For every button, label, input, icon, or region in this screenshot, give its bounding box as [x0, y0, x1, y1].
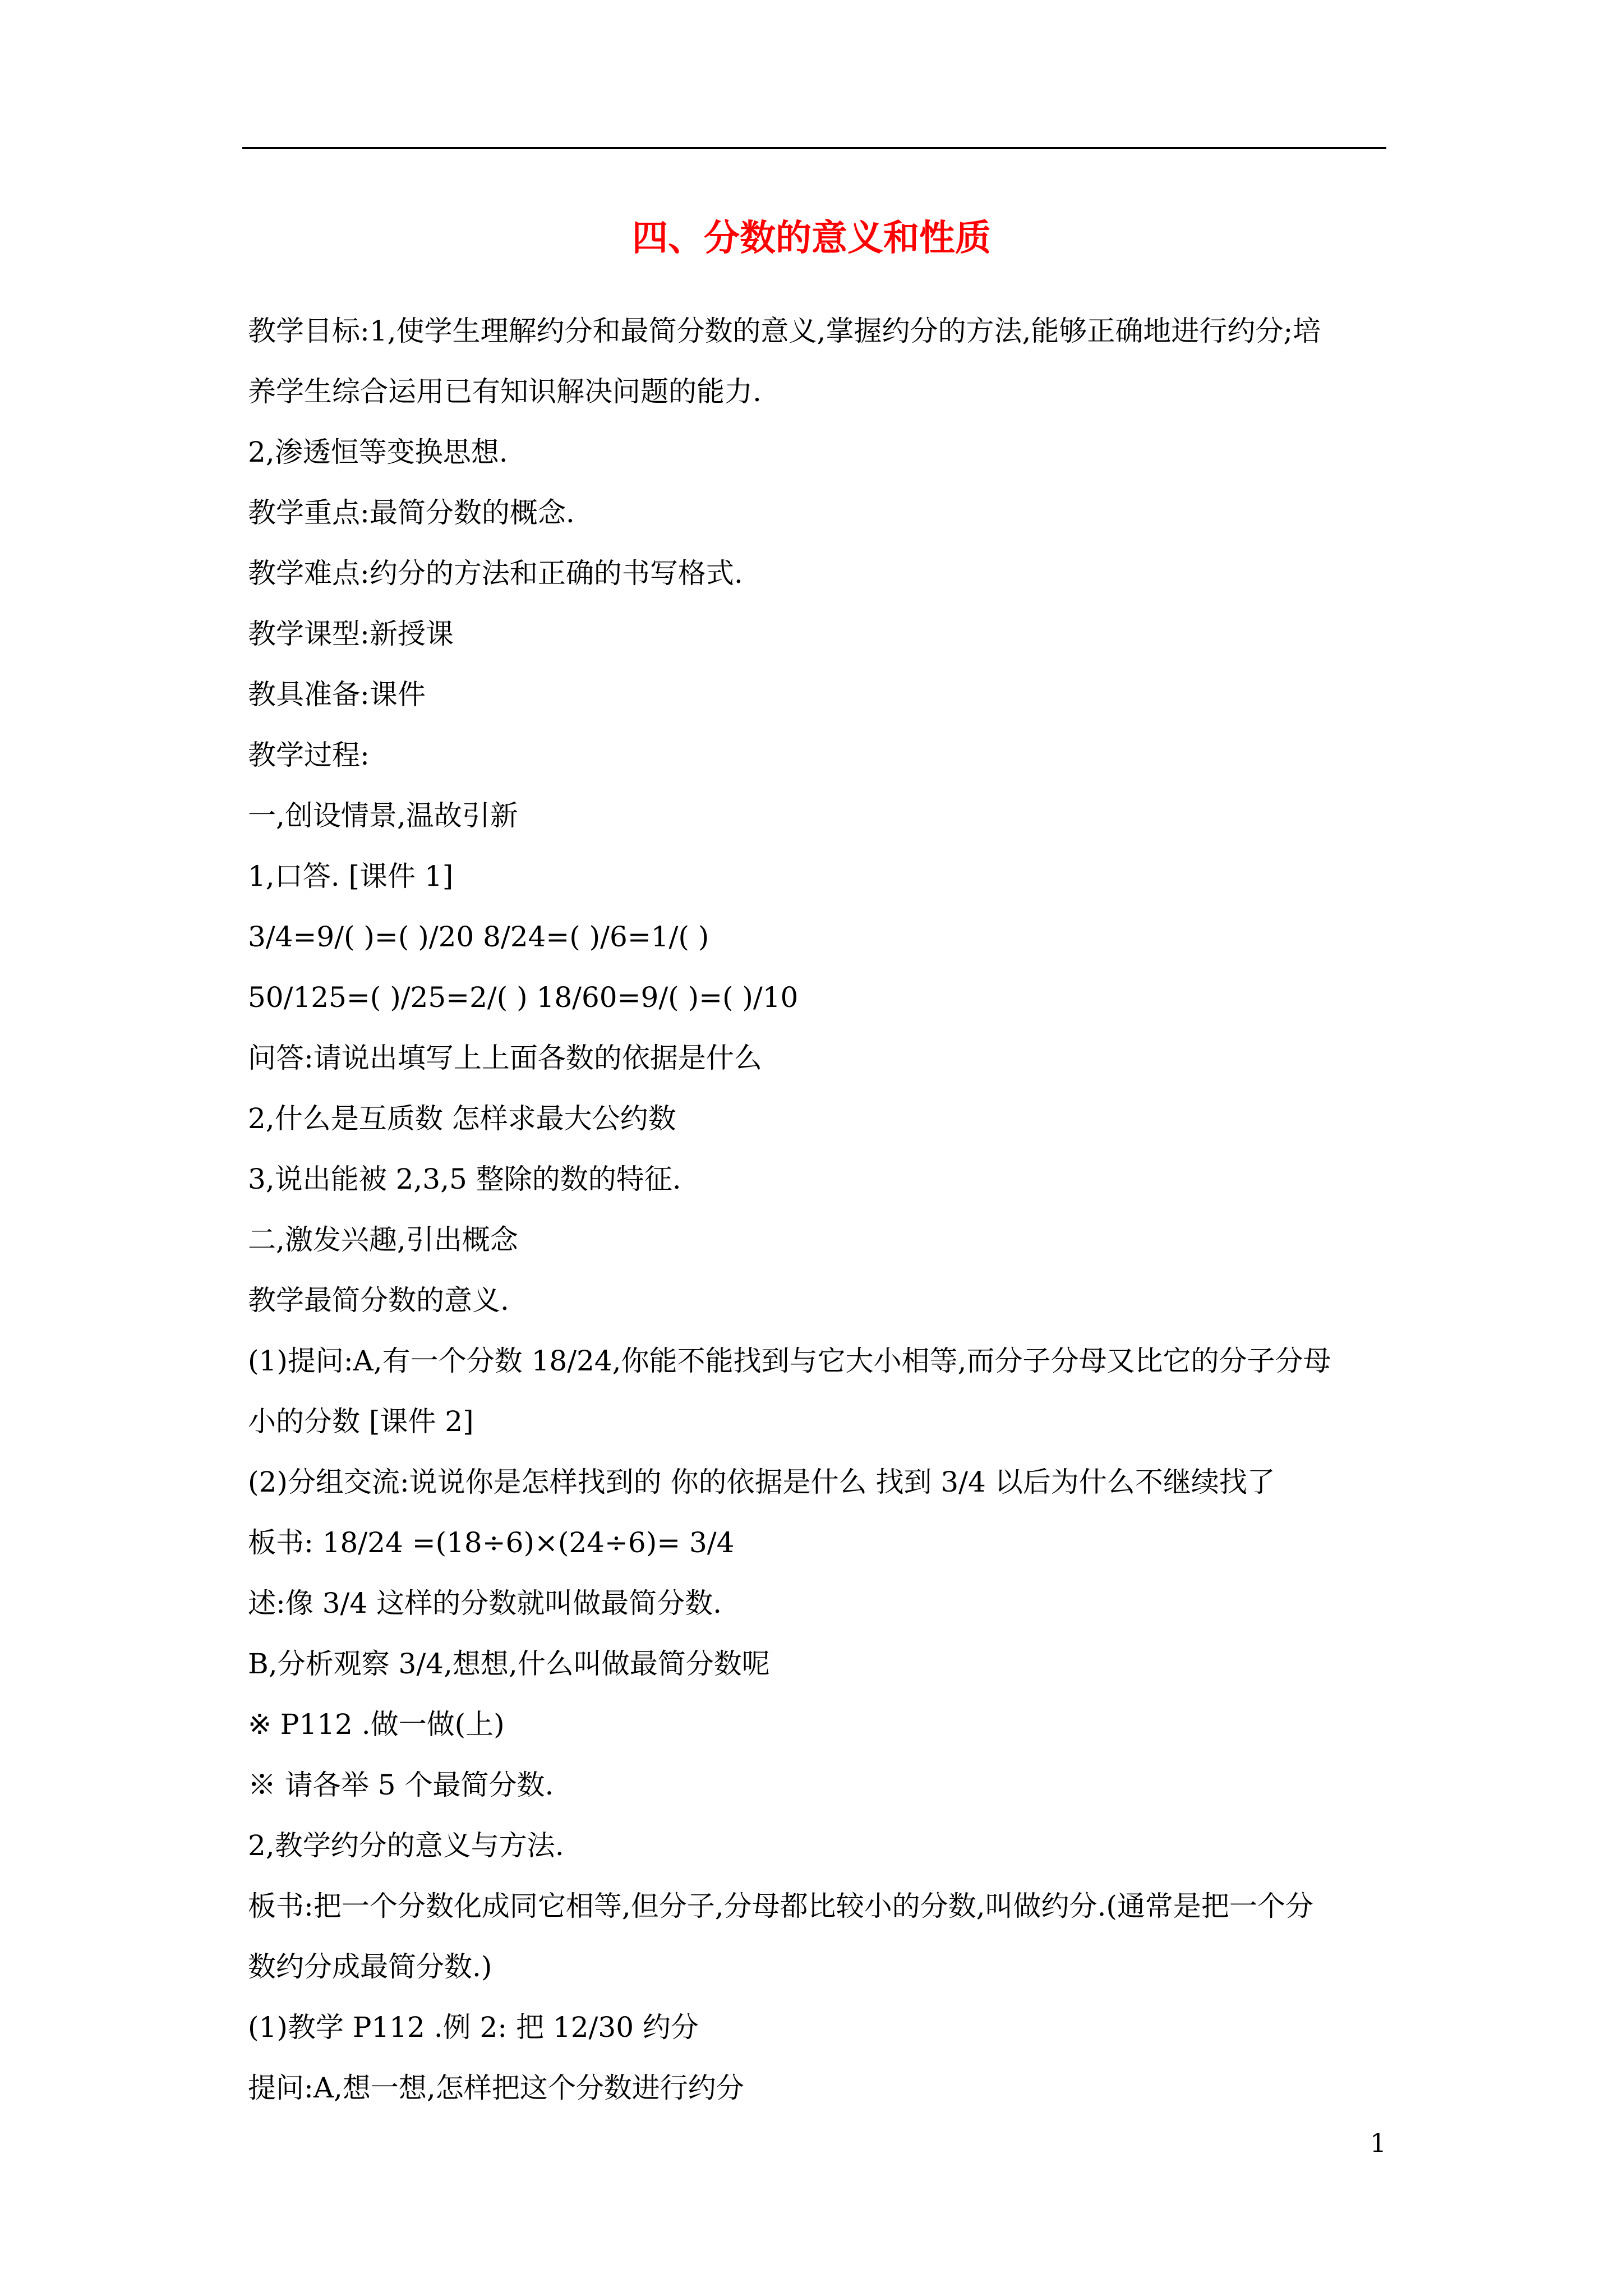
page-number: 1	[1370, 2128, 1386, 2158]
text-line: (1)提问:A,有一个分数 18/24,你能不能找到与它大小相等,而分子分母又比它的分子分母	[248, 1345, 1331, 1377]
text-line: 板书:把一个分数化成同它相等,但分子,分母都比较小的分数,叫做约分.(通常是把一个分	[248, 1890, 1313, 1922]
text-line: (2)分组交流:说说你是怎样找到的 你的依据是什么 找到 3/4 以后为什么不继续找了	[248, 1466, 1275, 1498]
text-line: ※ P112 .做一做(上)	[248, 1708, 505, 1741]
text-line: 教学难点:约分的方法和正确的书写格式.	[248, 557, 743, 590]
text-line: 二,激发兴趣,引出概念	[248, 1223, 518, 1256]
text-line: 3,说出能被 2,3,5 整除的数的特征.	[248, 1163, 681, 1195]
text-line: 数约分成最简分数.)	[248, 1950, 492, 1983]
text-line: 教学最简分数的意义.	[248, 1284, 509, 1317]
text-line: 教具准备:课件	[248, 678, 426, 711]
text-line: 小的分数 [课件 2]	[248, 1405, 474, 1438]
text-line: 1,口答. [课件 1]	[248, 860, 454, 892]
text-line: 教学重点:最简分数的概念.	[248, 496, 575, 529]
text-line: (1)教学 P112 .例 2: 把 12/30 约分	[248, 2011, 699, 2044]
text-line: 养学生综合运用已有知识解决问题的能力.	[248, 375, 762, 408]
text-line: 教学课型:新授课	[248, 618, 454, 650]
text-line: 板书: 18/24 =(18÷6)×(24÷6)= 3/4	[248, 1526, 735, 1559]
text-line: 教学过程:	[248, 739, 370, 771]
text-line: 50/125=( )/25=2/( ) 18/60=9/( )=( )/10	[248, 981, 799, 1014]
text-line: 教学目标:1,使学生理解约分和最简分数的意义,掌握约分的方法,能够正确地进行约分;培	[248, 315, 1321, 347]
text-line: 2,渗透恒等变换思想.	[248, 436, 508, 468]
document-body	[248, 301, 1386, 2118]
text-line: B,分析观察 3/4,想想,什么叫做最简分数呢	[248, 1648, 770, 1680]
text-line: 述:像 3/4 这样的分数就叫做最简分数.	[248, 1587, 722, 1619]
text-line: 2,教学约分的意义与方法.	[248, 1829, 564, 1862]
text-line: 一,创设情景,温故引新	[248, 799, 518, 832]
page-title: 四、分数的意义和性质	[632, 218, 991, 259]
header-rule	[242, 147, 1386, 149]
text-line: ※ 请各举 5 个最简分数.	[248, 1769, 554, 1801]
text-line: 3/4=9/( )=( )/20 8/24=( )/6=1/( )	[248, 921, 709, 953]
text-line: 问答:请说出填写上上面各数的依据是什么	[248, 1042, 762, 1074]
text-line: 2,什么是互质数 怎样求最大公约数	[248, 1102, 676, 1135]
text-line: 提问:A,想一想,怎样把这个分数进行约分	[248, 2072, 744, 2104]
